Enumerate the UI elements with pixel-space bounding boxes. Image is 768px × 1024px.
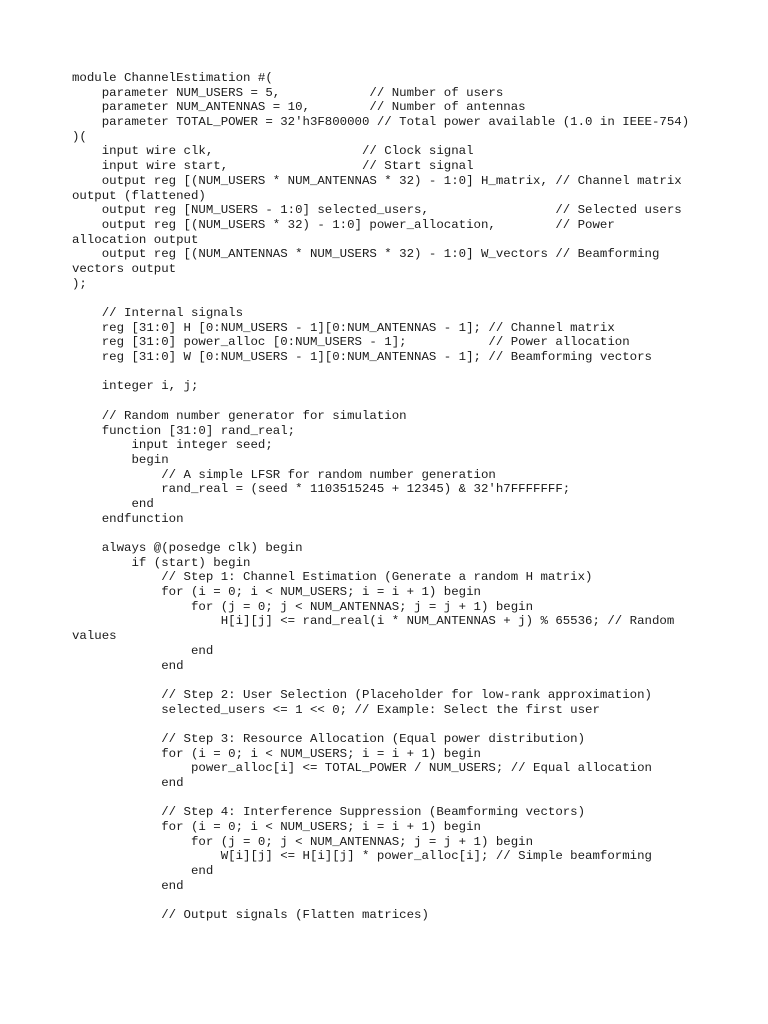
code-line: input wire start, // Start signal: [72, 159, 474, 174]
code-line: begin: [72, 452, 169, 467]
code-line: // Random number generator for simulation: [72, 408, 407, 423]
code-line: [72, 526, 712, 541]
code-line: integer i, j;: [72, 379, 199, 394]
code-line: selected_users <= 1 << 0; // Example: Select the first user: [72, 702, 600, 717]
code-line: reg [31:0] power_alloc [0:NUM_USERS - 1]; // Power allocation: [72, 335, 630, 350]
code-line: values: [72, 629, 117, 644]
code-line: // Step 4: Interference Suppression (Beamforming vectors): [72, 805, 586, 820]
code-line: power_alloc[i] <= TOTAL_POWER / NUM_USERS; // Equal allocation: [72, 761, 652, 776]
code-line: // Step 3: Resource Allocation (Equal power distribution): [72, 731, 586, 746]
code-line: W[i][j] <= H[i][j] * power_alloc[i]; // Simple beamforming: [72, 849, 652, 864]
code-line: end: [72, 658, 184, 673]
code-line: for (i = 0; i < NUM_USERS; i = i + 1) begin: [72, 585, 481, 600]
code-line: input integer seed;: [72, 438, 273, 453]
code-line: [72, 365, 712, 380]
code-line: endfunction: [72, 511, 184, 526]
code-line: end: [72, 776, 184, 790]
code-line: end: [72, 643, 214, 658]
code-line: output reg [(NUM_ANTENNAS * NUM_USERS * 32) - 1:0] W_vectors // Beamforming: [72, 247, 660, 262]
code-line: reg [31:0] H [0:NUM_USERS - 1][0:NUM_ANTENNAS - 1]; // Channel matrix: [72, 320, 615, 335]
code-line: // A simple LFSR for random number generation: [72, 467, 496, 482]
code-line: [72, 394, 712, 409]
code-document: [72, 71, 712, 923]
code-line: for (i = 0; i < NUM_USERS; i = i + 1) begin: [72, 746, 481, 761]
code-line: for (i = 0; i < NUM_USERS; i = i + 1) begin: [72, 820, 481, 835]
code-line: parameter NUM_ANTENNAS = 10, // Number of antennas: [72, 100, 526, 115]
code-line: output reg [(NUM_USERS * 32) - 1:0] power_allocation, // Power: [72, 217, 615, 232]
code-line: reg [31:0] W [0:NUM_USERS - 1][0:NUM_ANTENNAS - 1]; // Beamforming vectors: [72, 350, 652, 365]
code-line: output reg [(NUM_USERS * NUM_ANTENNAS * 32) - 1:0] H_matrix, // Channel matrix: [72, 173, 682, 188]
code-line: [72, 791, 712, 806]
code-line: // Output signals (Flatten matrices): [72, 908, 429, 923]
code-line: end: [72, 878, 184, 893]
code-line: output reg [NUM_USERS - 1:0] selected_users, // Selected users: [72, 203, 682, 218]
code-line: [72, 717, 712, 732]
code-line: H[i][j] <= rand_real(i * NUM_ANTENNAS + j) % 65536; // Random: [72, 614, 675, 629]
code-line: for (j = 0; j < NUM_ANTENNAS; j = j + 1) begin: [72, 599, 534, 614]
code-line: end: [72, 496, 154, 511]
code-line: parameter TOTAL_POWER = 32'h3F800000 // Total power available (1.0 in IEEE-754): [72, 115, 690, 130]
code-line: // Step 1: Channel Estimation (Generate a random H matrix): [72, 570, 593, 585]
code-line: output (flattened): [72, 188, 206, 203]
code-line: parameter NUM_USERS = 5, // Number of users: [72, 85, 504, 100]
code-line: always @(posedge clk) begin: [72, 541, 303, 555]
code-line: for (j = 0; j < NUM_ANTENNAS; j = j + 1) begin: [72, 834, 534, 849]
code-line: // Internal signals: [72, 306, 244, 320]
code-line: if (start) begin: [72, 555, 251, 570]
code-line: );: [72, 276, 87, 291]
code-line: rand_real = (seed * 1103515245 + 12345) & 32'h7FFFFFFF;: [72, 482, 571, 497]
code-line: [72, 673, 712, 688]
code-line: allocation output: [72, 232, 199, 247]
code-line: function [31:0] rand_real;: [72, 423, 296, 438]
code-line: // Step 2: User Selection (Placeholder for low-rank approximation): [72, 687, 652, 702]
code-line: module ChannelEstimation #(: [72, 71, 273, 85]
code-line: )(: [72, 129, 87, 144]
code-line: [72, 894, 712, 909]
code-line: input wire clk, // Clock signal: [72, 144, 474, 159]
code-line: end: [72, 864, 214, 879]
code-line: [72, 291, 712, 306]
code-line: vectors output: [72, 261, 177, 276]
